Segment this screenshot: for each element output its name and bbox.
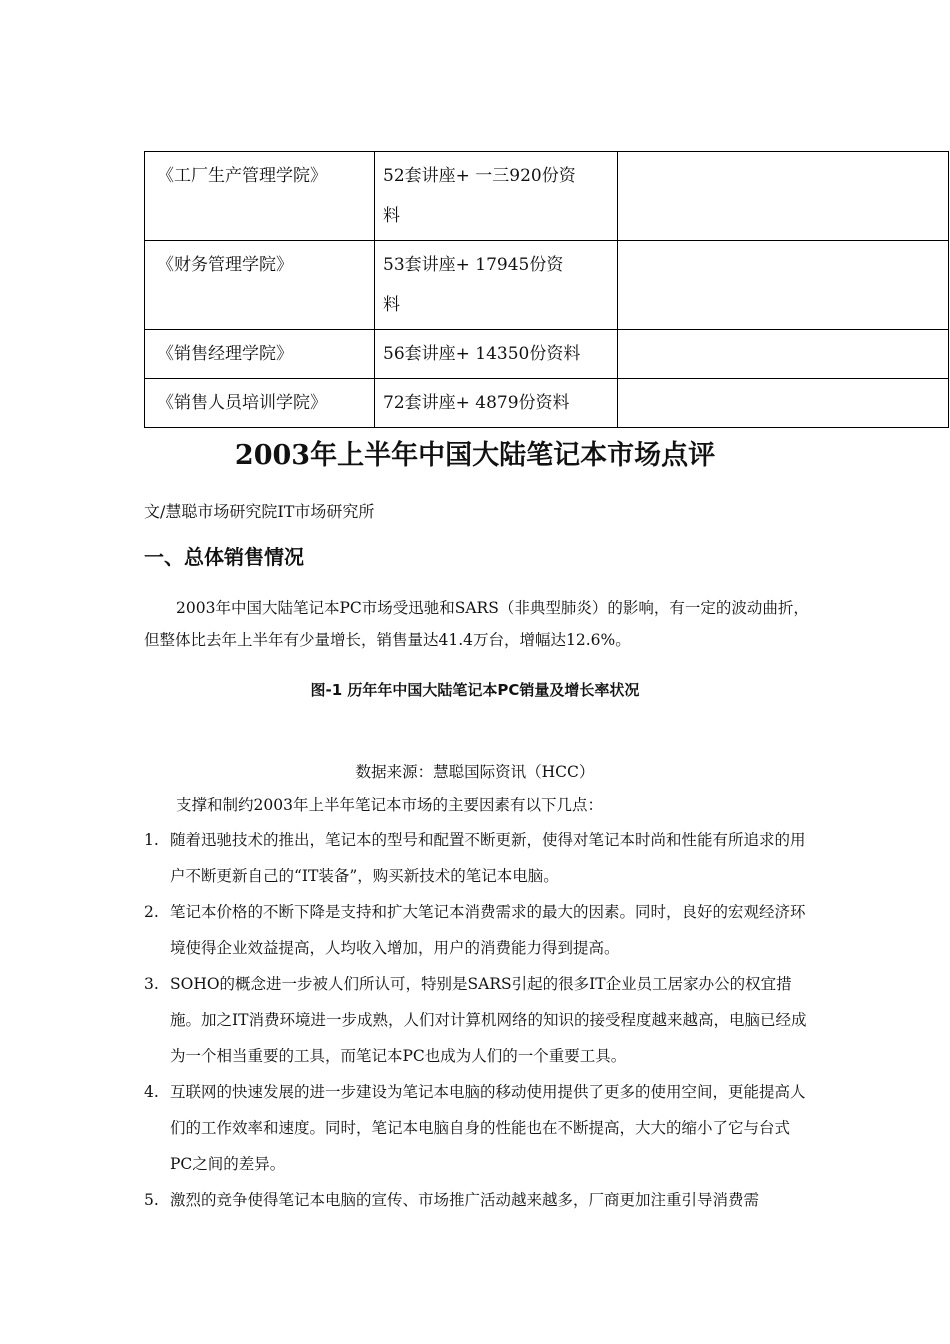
list-item	[144, 1074, 809, 1182]
list-item-text: 激烈的竞争使得笔记本电脑的宣传、市场推广活动越来越多，厂商更加注重引导消费需	[170, 1191, 760, 1209]
factor-list	[144, 822, 809, 1218]
course-contents-line: 料	[383, 295, 400, 315]
course-name: 《销售经理学院》	[145, 330, 375, 379]
section-heading: 一、总体销售情况	[144, 545, 304, 569]
list-item-number: 2.	[144, 903, 159, 921]
list-item-text: 互联网的快速发展的进一步建设为笔记本电脑的移动使用提供了更多的使用空间，更能提高人们的工作效率和速度。同时，笔记本电脑自身的性能也在不断提高，大大的缩小了它与台式PC之间的差异。	[170, 1083, 806, 1173]
list-item-number: 5.	[144, 1191, 159, 1209]
table-row	[145, 330, 949, 379]
course-note	[618, 330, 949, 379]
list-item-number: 4.	[144, 1083, 159, 1101]
article-title: 2003年上半年中国大陆笔记本市场点评	[234, 440, 716, 471]
list-item	[144, 1182, 809, 1218]
table-row	[145, 152, 949, 241]
factors-lead: 支撑和制约2003年上半年笔记本市场的主要因素有以下几点：	[176, 796, 603, 814]
course-contents-line: 料	[383, 206, 400, 226]
course-name: 《销售人员培训学院》	[145, 379, 375, 428]
course-contents-line: 72套讲座+ 4879份资料	[383, 393, 570, 413]
list-item-text: SOHO的概念进一步被人们所认可，特别是SARS引起的很多IT企业员工居家办公的权宜措施。加之IT消费环境进一步成熟，人们对计算机网络的知识的接受程度越来越高，电脑已经成为一个相当重要的工具，而笔记本PC也成为人们的一个重要工具。	[170, 975, 807, 1065]
course-catalog-table	[144, 151, 949, 428]
table-row	[145, 379, 949, 428]
table-row	[145, 241, 949, 330]
course-contents	[375, 152, 618, 241]
course-contents	[375, 330, 618, 379]
course-contents-line: 56套讲座+ 14350份资料	[383, 344, 581, 364]
course-note	[618, 241, 949, 330]
data-source: 数据来源：慧聪国际资讯（HCC）	[355, 763, 595, 781]
course-name: 《工厂生产管理学院》	[145, 152, 375, 241]
course-name: 《财务管理学院》	[145, 241, 375, 330]
course-contents-line: 53套讲座+ 17945份资	[383, 255, 564, 275]
list-item	[144, 894, 809, 966]
article-byline: 文/慧聪市场研究院IT市场研究所	[144, 502, 375, 521]
list-item-number: 1.	[144, 831, 159, 849]
figure-caption: 图-1 历年年中国大陆笔记本PC销量及增长率状况	[310, 681, 640, 699]
course-contents	[375, 241, 618, 330]
list-item	[144, 966, 809, 1074]
list-item-number: 3.	[144, 975, 159, 993]
course-note	[618, 152, 949, 241]
list-item-text: 随着迅驰技术的推出，笔记本的型号和配置不断更新，使得对笔记本时尚和性能有所追求的用户不断更新自己的“IT装备”，购买新技术的笔记本电脑。	[170, 831, 806, 885]
course-note	[618, 379, 949, 428]
list-item	[144, 822, 809, 894]
intro-paragraph: 2003年中国大陆笔记本PC市场受迅驰和SARS（非典型肺炎）的影响，有一定的波动曲折，但整体比去年上半年有少量增长，销售量达41.4万台，增幅达12.6%。	[144, 599, 809, 649]
course-contents	[375, 379, 618, 428]
course-contents-line: 52套讲座+ 一三920份资	[383, 166, 576, 186]
list-item-text: 笔记本价格的不断下降是支持和扩大笔记本消费需求的最大的因素。同时，良好的宏观经济环境使得企业效益提高，人均收入增加，用户的消费能力得到提高。	[170, 903, 806, 957]
